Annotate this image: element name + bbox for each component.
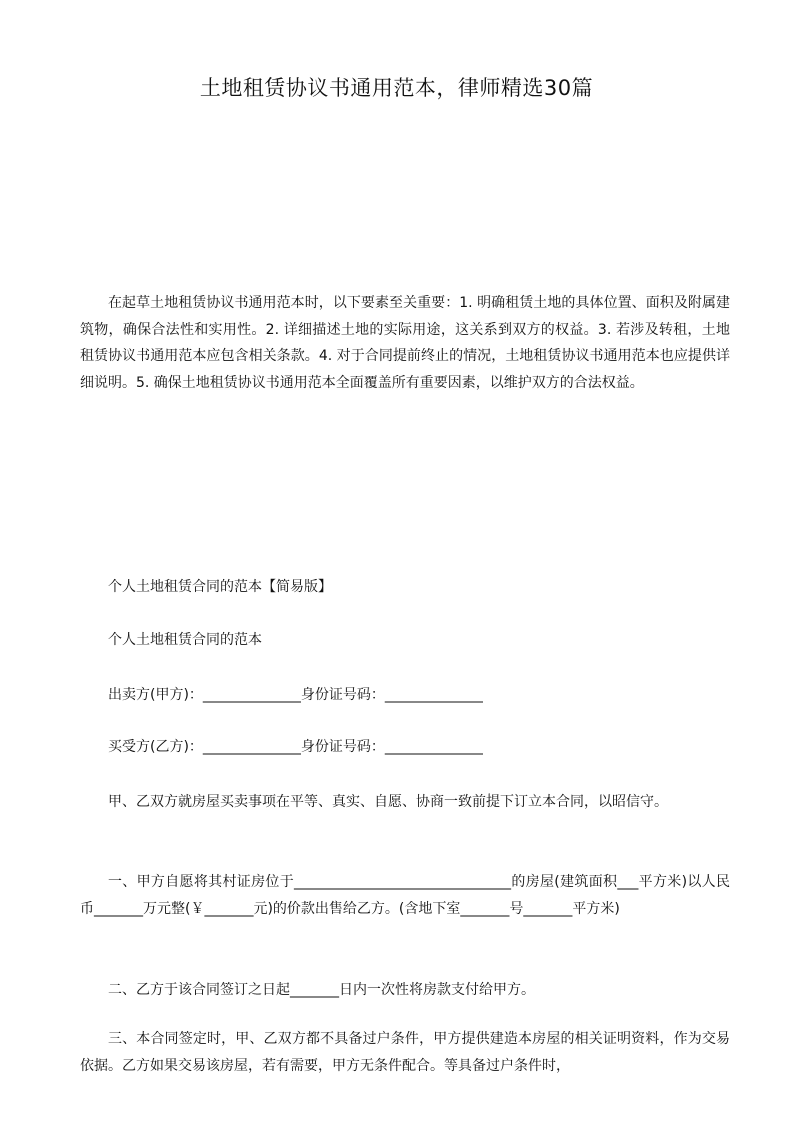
intro-paragraph: 在起草土地租赁协议书通用范本时，以下要素至关重要：1. 明确租赁土地的具体位置、面积及附属建筑物，确保合法性和实用性。2. 详细描述土地的实际用途，这关系到双方的权益。3. 若涉及转租，土地租赁协议书通用范本应包含相关条款。4. 对于合同提前终止的情况，土地租赁协议书通用范本也应提供详细说明。5. 确保土地租赁协议书通用范本全面覆盖所有重要因素，以维护双方的合法权益。	[80, 295, 730, 391]
clause-3: 三、本合同签定时，甲、乙双方都不具备过户条件，甲方提供建造本房屋的相关证明资料，作为交易依据。乙方如果交易该房屋，若有需要，甲方无条件配合。等具备过户条件时，	[80, 1031, 730, 1074]
preamble-paragraph: 甲、乙双方就房屋买卖事项在平等、真实、自愿、协商一致前提下订立本合同，以昭信守。	[108, 794, 668, 810]
document-title: 土地租赁协议书通用范本，律师精选30篇	[199, 76, 594, 100]
buyer-line: 买受方(乙方)：______________身份证号码：______________	[108, 739, 483, 755]
clause-1: 一、甲方自愿将其村证房位于_______________________________的房屋(建筑面积___平方米)以人民币_______万元整(￥_______元)的价款出售给乙方。(含地下室_______号_______平方米)	[80, 874, 730, 917]
clause-2: 二、乙方于该合同签订之日起_______日内一次性将房款支付给甲方。	[108, 982, 535, 998]
contract-subtitle: 个人土地租赁合同的范本	[108, 632, 262, 648]
seller-line: 出卖方(甲方)：______________身份证号码：______________	[108, 687, 483, 703]
section-title: 个人土地租赁合同的范本【简易版】	[108, 579, 332, 595]
